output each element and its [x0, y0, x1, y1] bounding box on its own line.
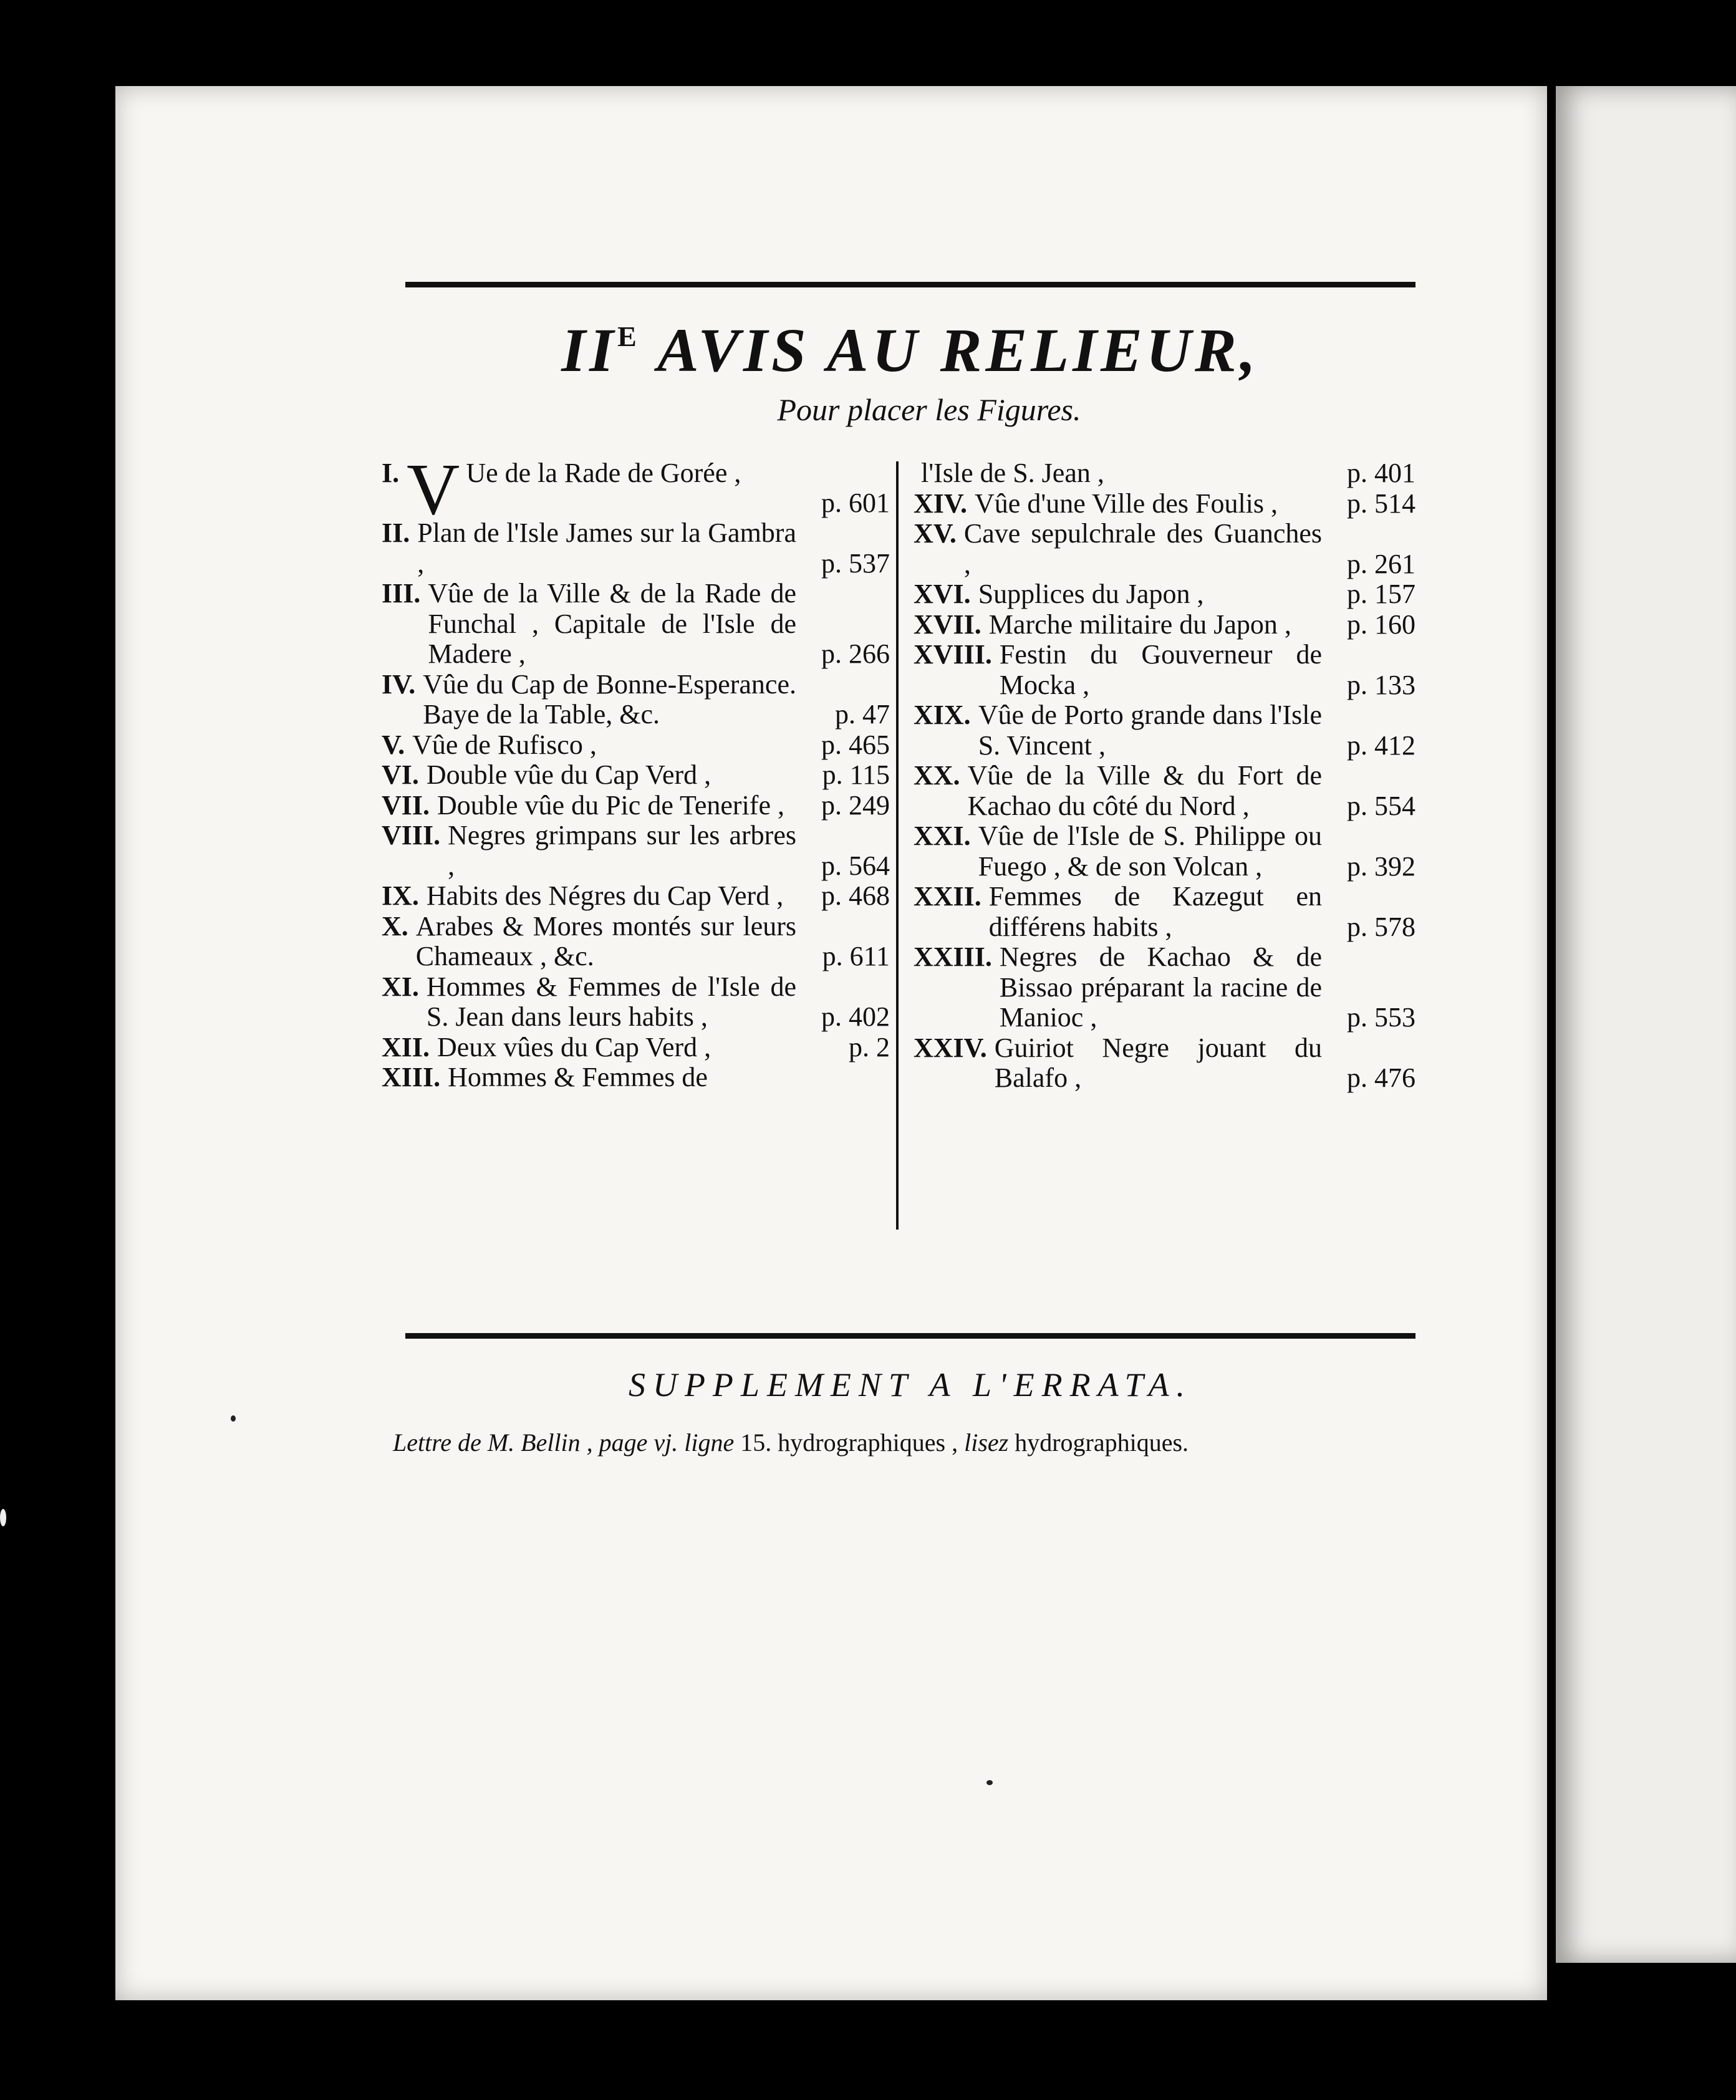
figure-number: X.: [382, 910, 408, 942]
figures-list-left: [382, 448, 890, 1093]
figure-page-ref: p. 601: [821, 487, 890, 518]
figures-list-right: [914, 458, 1415, 1094]
figure-title: [921, 458, 1415, 489]
figure-page-ref: p. 564: [821, 850, 890, 881]
figure-entry: [382, 1062, 890, 1093]
supplement-errata-line: Lettre de M. Bellin , page vj. ligne 15. hydrographiques , lisez hydrographiques.: [393, 1428, 1189, 1457]
figure-page-ref: p. 2: [849, 1031, 890, 1062]
figure-page-ref: p. 553: [1347, 1002, 1415, 1033]
figure-title-text: Cave sepulchrale des Guanches ,: [963, 518, 1322, 579]
page-subtitle: Pour placer les Figures.: [777, 392, 1081, 427]
figure-entry: [382, 972, 890, 1033]
figure-title: [423, 670, 890, 730]
figure-number: XXIV.: [914, 1032, 987, 1063]
figure-title-text: Festin du Gouverneur de Mocka ,: [999, 639, 1322, 700]
figure-page-ref: p. 133: [1347, 669, 1415, 700]
figure-title-text: Double vûe du Cap Verd ,: [426, 759, 711, 790]
figure-title-text: Double vûe du Pic de Tenerife ,: [437, 789, 784, 821]
figure-entry: [382, 1033, 890, 1063]
figure-page-ref: p. 261: [1347, 548, 1415, 579]
figure-number: XVIII.: [914, 639, 992, 670]
figure-entry: [914, 821, 1415, 882]
figure-entry: [382, 448, 890, 530]
figure-title: [437, 1033, 890, 1063]
figure-page-ref: p. 160: [1347, 609, 1415, 640]
column-divider: [896, 461, 899, 1230]
figure-page-ref: p. 157: [1347, 579, 1415, 609]
figure-number: XXII.: [914, 881, 981, 912]
drop-cap: V: [407, 448, 460, 530]
figure-page-ref: p. 401: [1347, 458, 1415, 488]
figure-title-text: Plan de l'Isle James sur la Gambra ,: [417, 518, 796, 579]
figure-number: II.: [382, 518, 410, 548]
figure-number: IV.: [382, 668, 416, 700]
figure-entry: [382, 579, 890, 670]
figure-entry: [914, 489, 1415, 519]
figure-entry: [382, 881, 890, 912]
figure-page-ref: p. 578: [1347, 911, 1415, 942]
figure-number: XII.: [382, 1031, 430, 1062]
figure-title: [412, 730, 890, 761]
figure-page-ref: p. 402: [821, 1001, 890, 1032]
figure-title-text: Vûe de la Ville & de la Rade de Funchal , Capitale de l'Isle de Madere ,: [428, 578, 796, 669]
figure-number: [914, 458, 921, 489]
figure-entry: [382, 791, 890, 821]
figure-title-text: Negres grimpans sur les arbres ,: [448, 820, 796, 881]
figure-entry: [382, 760, 890, 791]
page-title: $II^E$ AVIS AU RELIEUR,: [561, 315, 1260, 385]
figure-page-ref: p. 412: [1347, 730, 1415, 761]
figure-entry: [914, 942, 1415, 1033]
figure-title-text: Arabes & Mores montés sur leurs Chameaux , &c.: [415, 910, 796, 971]
ink-speck: [986, 1780, 993, 1785]
figure-title: [417, 518, 890, 579]
figure-number: XX.: [914, 760, 960, 791]
figure-number: V.: [382, 729, 405, 760]
figure-page-ref: p. 249: [821, 789, 890, 821]
adjacent-page-edge: [1556, 86, 1736, 1963]
figure-page-ref: p. 476: [1347, 1062, 1415, 1093]
figure-entry: [914, 1033, 1415, 1094]
figure-title-text: Ue de la Rade de Gorée ,: [466, 458, 741, 488]
figure-number: XI.: [382, 971, 419, 1002]
figure-number: XV.: [914, 518, 957, 549]
margin-mark: [0, 1509, 6, 1526]
figure-entry: [382, 670, 890, 730]
figure-title-text: Hommes & Femmes de l'Isle de S. Jean dans leurs habits ,: [426, 971, 796, 1032]
figure-page-ref: p. 537: [821, 547, 890, 579]
figure-page-ref: p. 611: [822, 941, 890, 971]
figure-title-text: Marche militaire du Japon ,: [988, 609, 1291, 640]
figure-number: XIX.: [914, 700, 971, 730]
figure-page-ref: p. 514: [1347, 488, 1415, 519]
figure-entry: [382, 730, 890, 761]
figure-page-ref: p. 115: [822, 759, 890, 790]
figure-number: XIV.: [914, 488, 968, 519]
figure-title-text: Habits des Négres du Cap Verd ,: [426, 880, 784, 911]
figure-page-ref: p. 392: [1347, 850, 1415, 882]
figure-entry: [914, 700, 1415, 761]
figure-entry: [382, 518, 890, 579]
figure-page-ref: p. 47: [835, 699, 890, 730]
figure-title-text: Vûe de Rufisco ,: [412, 729, 597, 760]
figure-page-ref: p. 465: [821, 729, 890, 760]
figure-title-text: Guiriot Negre jouant du Balafo ,: [994, 1032, 1322, 1093]
figure-title-text: Vûe du Cap de Bonne-Esperance. Baye de la Table, &c.: [423, 668, 796, 730]
figure-title-text: Deux vûes du Cap Verd ,: [437, 1031, 711, 1062]
figure-title-text: l'Isle de S. Jean ,: [921, 458, 1104, 488]
figure-title: [427, 760, 890, 791]
figure-number: VII.: [382, 789, 430, 821]
figure-title: [427, 972, 890, 1033]
figure-entry: [382, 821, 890, 881]
figure-title-text: Hommes & Femmes de: [448, 1062, 708, 1092]
figure-number: XXI.: [914, 821, 971, 851]
figure-entry: [914, 579, 1415, 610]
figure-page-ref: p. 468: [821, 880, 890, 911]
figure-page-ref: p. 554: [1347, 790, 1415, 821]
figure-title-text: Vûe de l'Isle de S. Philippe ou Fuego , & de son Volcan ,: [978, 821, 1322, 882]
figure-entry: [914, 519, 1415, 579]
figure-number: VI.: [382, 759, 419, 790]
figure-title-text: Supplices du Japon ,: [978, 579, 1204, 609]
figure-entry: [382, 912, 890, 972]
figure-entry: [914, 610, 1415, 640]
figure-title-text: Femmes de Kazegut en différens habits ,: [988, 881, 1322, 942]
figure-entry: [914, 640, 1415, 700]
figure-number: I.: [382, 458, 400, 488]
bottom-rule: [405, 1333, 1415, 1339]
figure-number: XVII.: [914, 609, 981, 640]
figure-number: XVI.: [914, 579, 971, 609]
figure-number: III.: [382, 578, 421, 609]
figure-title-text: Vûe de la Ville & du Fort de Kachao du côté du Nord ,: [967, 760, 1322, 821]
ink-speck: [231, 1415, 236, 1422]
figure-title-text: Negres de Kachao & de Bissao préparant la racine de Manioc ,: [999, 942, 1322, 1033]
figure-entry: [914, 761, 1415, 821]
figure-entry: [914, 882, 1415, 942]
figure-number: XXIII.: [914, 942, 992, 972]
supplement-title: SUPPLEMENT A L'ERRATA.: [628, 1366, 1193, 1404]
figure-title: [407, 448, 890, 530]
figure-number: VIII.: [382, 820, 441, 850]
figure-title-text: Vûe de Porto grande dans l'Isle S. Vincent ,: [978, 700, 1322, 761]
figure-title: [427, 881, 890, 912]
figure-entry: [914, 458, 1415, 489]
figure-title: [416, 912, 890, 972]
figure-page-ref: p. 266: [821, 638, 890, 669]
figure-number: IX.: [382, 880, 419, 911]
figure-number: XIII.: [382, 1062, 441, 1092]
top-rule: [405, 282, 1415, 287]
figure-title-text: Vûe d'une Ville des Foulis ,: [975, 488, 1278, 519]
figure-title: [428, 579, 890, 670]
figure-title: [448, 1062, 890, 1093]
